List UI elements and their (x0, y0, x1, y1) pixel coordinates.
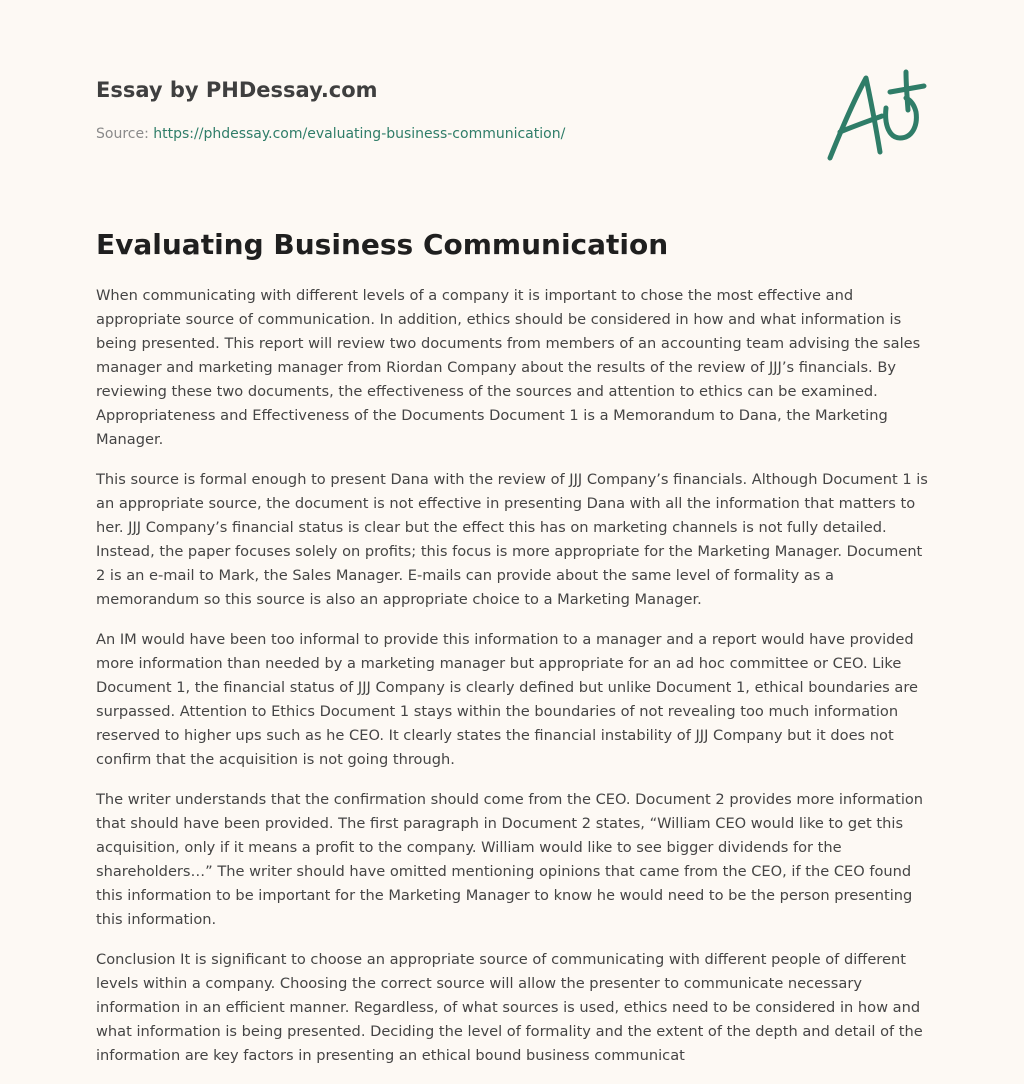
essay-header (96, 76, 796, 144)
body-paragraph: This source is formal enough to present Dana with the review of JJJ Company’s financials. Although Document 1 is an appropriate source, the document is not effective in presenting Dana with all the information that matters to her. JJJ Company’s financial status is clear but the effect this has on marketing channels is not fully detailed. Instead, the paper focuses solely on profits; this focus is more appropriate for the Marketing Manager. Document 2 is an e-mail to Mark, the Sales Manager. E-mails can provide about the same level of formality as a memorandum so this source is also an appropriate choice to a Marketing Manager. (96, 471, 928, 608)
site-brand: Essay by PHDessay.com (96, 78, 378, 102)
source-line (96, 124, 796, 144)
a-plus-grade-icon (820, 66, 930, 166)
body-paragraph: When communicating with different levels of a company it is important to chose the most effective and appropriate source of communication. In addition, ethics should be considered in how and what information is being presented. This report will review two documents from members of an accounting team advising the sales manager and marketing manager from Riordan Company about the results of the review of JJJ’s financials. By reviewing these two documents, the effectiveness of the sources and attention to ethics can be examined. Appropriateness and Effectiveness of the Documents Document 1 is a Memorandum to Dana, the Marketing Manager. (96, 287, 921, 448)
body-paragraph: An IM would have been too informal to provide this information to a manager and a report would have provided more information than needed by a marketing manager but appropriate for an ad hoc committee or CEO. Like Document 1, the financial status of JJJ Company is clearly defined but unlike Document 1, ethical boundaries are surpassed. Attention to Ethics Document 1 stays within the boundaries of not revealing too much information reserved to higher ups such as he CEO. It clearly states the financial instability of JJJ Company but it does not confirm that the acquisition is not going through. (96, 631, 919, 768)
essay-title: Evaluating Business Communication (96, 228, 669, 261)
source-label: Source: (96, 126, 149, 142)
body-paragraph: Conclusion It is significant to choose an appropriate source of communicating with different people of different levels within a company. Choosing the correct source will allow the presenter to communicate necessary information in an efficient manner. Regardless, of what sources is used, ethics need to be considered in how and what information is being presented. Deciding the level of formality and the extent of the depth and detail of the information are key factors in presenting an ethical bound business communicat (96, 951, 923, 1064)
source-link[interactable]: https://phdessay.com/evaluating-business-communication/ (153, 126, 566, 142)
body-paragraph: The writer understands that the confirmation should come from the CEO. Document 2 provides more information that should have been provided. The first paragraph in Document 2 states, “William CEO would like to get this acquisition, only if it means a profit to the company. William would like to see bigger dividends for the shareholders…” The writer should have omitted mentioning opinions that came from the CEO, if the CEO found this information to be important for the Marketing Manager to know he would need to be the person presenting this information. (96, 791, 924, 928)
essay-body (96, 284, 928, 1084)
